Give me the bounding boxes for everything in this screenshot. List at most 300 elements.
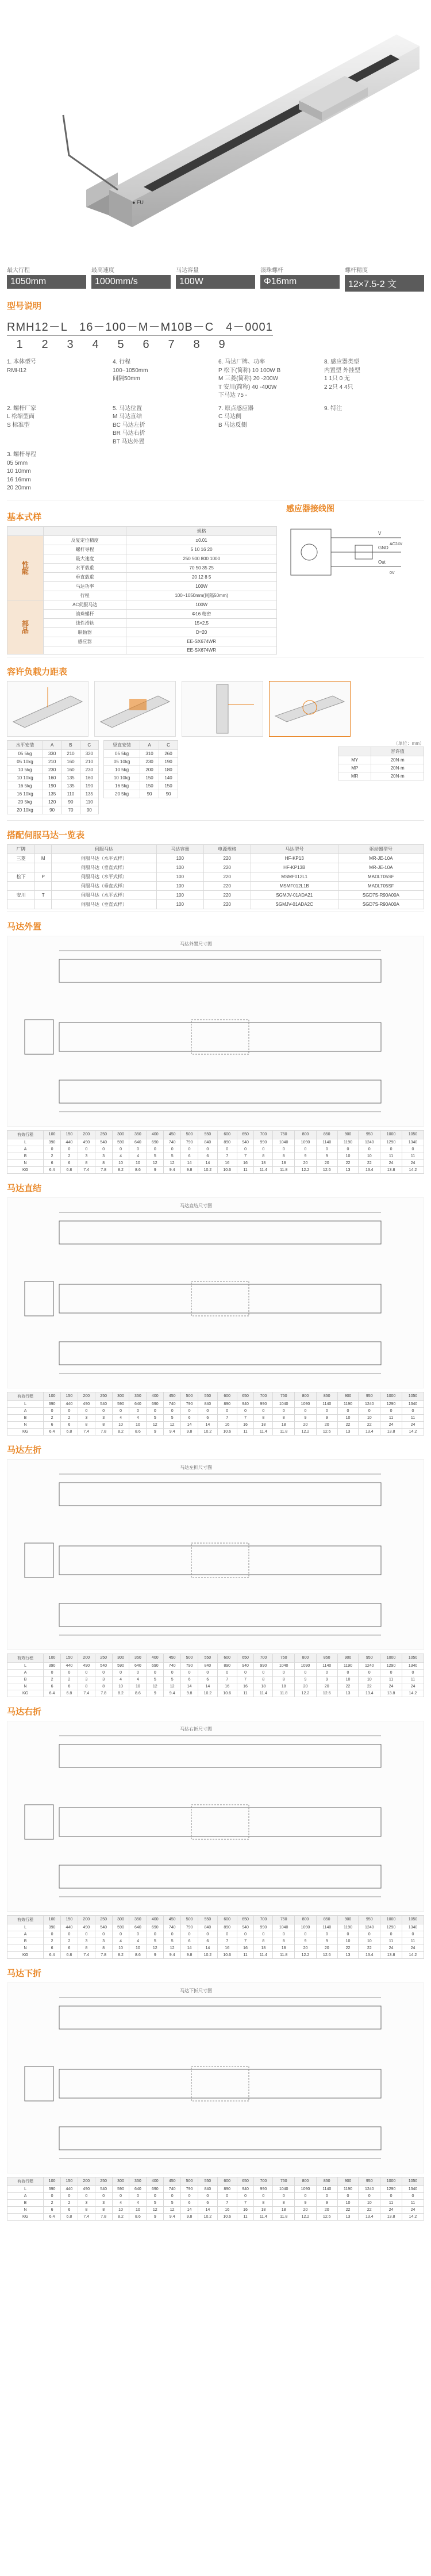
table-header-cell: B <box>61 740 80 749</box>
table-header-cell: A <box>140 740 159 749</box>
table-cell: 0 <box>359 1407 380 1414</box>
table-row <box>7 872 424 881</box>
table-cell: 2 <box>44 1938 61 1945</box>
model-index: 1 <box>16 338 23 351</box>
table-cell: 0 <box>254 1407 273 1414</box>
table-cell: 10 <box>129 1945 147 1951</box>
table-cell: N <box>7 2206 44 2213</box>
table-cell: 1240 <box>359 1139 380 1146</box>
table-header-cell: 650 <box>237 1392 254 1400</box>
table-row <box>104 757 178 765</box>
table-cell: 1290 <box>380 1924 402 1931</box>
table-cell: 11.4 <box>254 1690 273 1697</box>
table-cell: 190 <box>80 782 98 790</box>
table-cell: 3 <box>95 1414 112 1421</box>
table-cell: 12 <box>164 1945 181 1951</box>
table-cell: 11 <box>402 1153 424 1159</box>
model-code: RMH12－L 16－100－M－M10B－C 4－0001 <box>7 317 273 336</box>
table-cell: 0 <box>237 1669 254 1676</box>
basic-spec-block <box>7 503 277 654</box>
table-header-cell: 550 <box>198 1130 217 1139</box>
table-cell: 12.2 <box>295 1166 317 1173</box>
table-cell: 1040 <box>273 1662 295 1669</box>
table-cell: 100W <box>126 600 277 609</box>
table-header-cell: 电源规格 <box>203 844 251 853</box>
table-header-cell: 750 <box>273 1392 295 1400</box>
spec-label: 滚珠螺杆 <box>260 267 283 274</box>
table-cell <box>35 900 52 909</box>
table-cell: 10 <box>359 1153 380 1159</box>
table-cell: 10.6 <box>217 2213 237 2220</box>
table-cell: 20 <box>316 1683 337 1690</box>
table-cell: 440 <box>60 1662 78 1669</box>
table-cell: 1040 <box>273 2185 295 2192</box>
table-cell: 220 <box>203 881 251 890</box>
table-header-cell <box>43 526 126 535</box>
table-cell: MR <box>338 772 371 780</box>
table-cell: L <box>7 1662 44 1669</box>
moment-table <box>338 747 424 780</box>
table-header-cell: 300 <box>112 1130 129 1139</box>
table-cell: 0 <box>112 1146 129 1153</box>
table-header-cell: 有效行程 <box>7 1392 44 1400</box>
table-cell: 6 <box>60 1945 78 1951</box>
table-cell: 11.8 <box>273 1690 295 1697</box>
table-cell: 20 5kg <box>7 798 43 806</box>
table-cell: 890 <box>217 1662 237 1669</box>
drawing-section-title: 马达下折 <box>7 1968 42 1978</box>
table-cell: 0 <box>380 2192 402 2199</box>
table-cell: 11 <box>402 1676 424 1683</box>
table-cell: 18 <box>273 1683 295 1690</box>
table-cell: 0 <box>198 1407 217 1414</box>
table-cell: MADLT05SF <box>338 872 424 881</box>
table-cell: 220 <box>203 872 251 881</box>
table-cell: 8 <box>78 1421 95 1428</box>
table-header-cell: A <box>43 740 61 749</box>
table-row <box>7 1662 424 1669</box>
table-header-cell: 1000 <box>380 1392 402 1400</box>
table-cell: 10 <box>112 2206 129 2213</box>
table-row <box>7 1153 424 1159</box>
table-cell: 6 <box>181 2199 198 2206</box>
table-cell: 0 <box>254 1931 273 1938</box>
table-cell: 690 <box>147 1924 164 1931</box>
table-cell: 05 5kg <box>7 749 43 757</box>
table-header-cell: 700 <box>254 1653 273 1662</box>
table-cell: 1290 <box>380 1139 402 1146</box>
model-index: 7 <box>168 338 175 351</box>
table-cell: 1290 <box>380 2185 402 2192</box>
table-cell: 1290 <box>380 1400 402 1407</box>
table-header-cell: 850 <box>316 1915 337 1924</box>
table-cell: 3 <box>95 2199 112 2206</box>
table-cell: 390 <box>44 1400 61 1407</box>
table-cell: 0 <box>164 2192 181 2199</box>
table-cell: 0 <box>254 2192 273 2199</box>
table-cell: 4 <box>112 1938 129 1945</box>
table-cell: 135 <box>80 790 98 798</box>
table-header-cell: 350 <box>129 1130 147 1139</box>
table-cell: 0 <box>254 1146 273 1153</box>
table-cell: 740 <box>164 1924 181 1931</box>
table-cell: 6 <box>198 1676 217 1683</box>
moment-block <box>183 740 424 780</box>
table-cell: 0 <box>78 2192 95 2199</box>
table-cell: 230 <box>80 765 98 774</box>
table-cell: 16 <box>217 1421 237 1428</box>
table-cell: 190 <box>43 782 61 790</box>
legend-item: 8. 感应器类型 内置型 外挂型 1 1只 0 无 2 2只 4 4只 <box>324 359 360 391</box>
table-cell: 0 <box>95 1407 112 1414</box>
table-cell: 11 <box>237 1690 254 1697</box>
table-header-cell: 200 <box>78 1392 95 1400</box>
table-cell: 890 <box>217 1924 237 1931</box>
table-cell: 1190 <box>337 1924 359 1931</box>
table-header-row <box>338 747 424 756</box>
table-cell: 联轴器 <box>43 627 126 637</box>
spec-item <box>176 265 255 292</box>
table-cell: 7.4 <box>78 1166 95 1173</box>
load-illustration-c <box>182 681 263 737</box>
table-cell: Φ16 精密 <box>126 609 277 618</box>
table-cell: 0 <box>44 2192 61 2199</box>
table-cell: 22 <box>359 1421 380 1428</box>
table-cell: 5 <box>147 1676 164 1683</box>
table-cell: 100 <box>156 890 203 900</box>
table-cell: 110 <box>61 790 80 798</box>
table-cell: 13.4 <box>359 1690 380 1697</box>
table-row <box>104 765 178 774</box>
table-cell: 0 <box>181 2192 198 2199</box>
table-cell: 7.4 <box>78 1428 95 1435</box>
table-cell: 16 <box>217 2206 237 2213</box>
table-cell: 12.6 <box>316 1428 337 1435</box>
spec-label: 马达容量 <box>176 267 199 274</box>
table-cell: 0 <box>380 1931 402 1938</box>
table-cell: 13.8 <box>380 1690 402 1697</box>
table-cell: 440 <box>60 1400 78 1407</box>
legend-item: 2. 螺杆厂家 L 松缩型面 S 标准型 <box>7 405 37 428</box>
spec-item <box>260 265 340 292</box>
table-header-cell: 1000 <box>380 1653 402 1662</box>
table-cell: 10.6 <box>217 1951 237 1958</box>
table-cell: 3 <box>78 1676 95 1683</box>
table-cell: 70 <box>61 806 80 814</box>
table-row <box>7 1159 424 1166</box>
table-cell: SGD7S-R90A00A <box>338 890 424 900</box>
table-cell: 14 <box>181 1421 198 1428</box>
table-cell: 790 <box>181 2185 198 2192</box>
table-cell: 9.4 <box>164 1166 181 1173</box>
table-header-cell: 800 <box>295 1130 317 1139</box>
table-cell: 890 <box>217 1400 237 1407</box>
table-cell: 20 <box>316 1421 337 1428</box>
table-cell: 160 <box>43 774 61 782</box>
table-cell: 20 <box>316 2206 337 2213</box>
table-row <box>7 1407 424 1414</box>
table-cell: 390 <box>44 1662 61 1669</box>
table-row <box>7 627 277 637</box>
table-cell: 16 <box>217 1945 237 1951</box>
table-cell: 7 <box>217 1676 237 1683</box>
table-cell: 210 <box>43 757 61 765</box>
table-cell: 1090 <box>295 2185 317 2192</box>
table-cell: 05 10kg <box>7 757 43 765</box>
table-cell: 0 <box>337 1669 359 1676</box>
table-cell: 三菱 <box>7 853 35 863</box>
table-cell: 9.4 <box>164 1428 181 1435</box>
spec-label: 最大行程 <box>7 267 30 274</box>
table-header-cell: 1050 <box>402 1915 424 1924</box>
legend-item: 9. 特注 <box>324 405 343 412</box>
table-header-cell: 有效行程 <box>7 2177 44 2185</box>
load-section-title: 容许负载力距表 <box>7 667 68 677</box>
table-cell: 135 <box>61 774 80 782</box>
legend-item: 4. 行程 100~1050mm 间隔50mm <box>113 359 148 382</box>
load-illustrations <box>0 681 431 737</box>
drawing-label: 马达右折尺寸图 <box>180 1726 212 1732</box>
table-cell: 740 <box>164 1662 181 1669</box>
table-cell: 150 <box>140 774 159 782</box>
basic-spec-section <box>0 503 431 654</box>
table-cell: 24 <box>380 1159 402 1166</box>
table-cell: 5 <box>164 2199 181 2206</box>
drawing-section-title: 马达直结 <box>7 1183 42 1193</box>
table-row <box>7 581 277 591</box>
table-row <box>7 609 277 618</box>
legend-item: 5. 马达位置 M 马达直结 BC 马达左折 BR 马达右折 BT 马达外置 <box>113 405 145 445</box>
table-cell: 24 <box>402 1683 424 1690</box>
table-cell: 20 <box>295 1945 317 1951</box>
table-row <box>338 772 424 780</box>
table-cell: 11.4 <box>254 1428 273 1435</box>
table-cell: 18 <box>254 1945 273 1951</box>
table-cell: 150 <box>159 782 178 790</box>
table-header-cell: 水平安装 <box>7 740 43 749</box>
table-cell: 11.8 <box>273 1951 295 1958</box>
table-cell: A <box>7 1407 44 1414</box>
table-cell: 440 <box>60 1924 78 1931</box>
table-cell: 14 <box>198 1683 217 1690</box>
table-cell: 7 <box>237 1676 254 1683</box>
table-cell: 22 <box>337 2206 359 2213</box>
table-header-row <box>7 844 424 853</box>
table-cell: 640 <box>129 1924 147 1931</box>
table-cell: 6.4 <box>44 1166 61 1173</box>
drawing-label: 马达左折尺寸图 <box>180 1464 212 1470</box>
table-cell: 11 <box>380 1938 402 1945</box>
table-header-cell: 1000 <box>380 1915 402 1924</box>
table-cell: 90 <box>43 806 61 814</box>
table-cell: 7.8 <box>95 1690 112 1697</box>
table-cell: 1240 <box>359 2185 380 2192</box>
table-cell: 8.6 <box>129 1951 147 1958</box>
table-header-cell: 100 <box>44 1392 61 1400</box>
table-cell: 1190 <box>337 2185 359 2192</box>
table-row <box>7 1400 424 1407</box>
table-row <box>7 1683 424 1690</box>
table-cell: 1040 <box>273 1924 295 1931</box>
table-cell: 1240 <box>359 1662 380 1669</box>
table-cell: 10 <box>129 1683 147 1690</box>
table-header-cell: 750 <box>273 2177 295 2185</box>
table-cell: 0 <box>337 2192 359 2199</box>
table-cell: 11 <box>380 1414 402 1421</box>
table-cell: 790 <box>181 1139 198 1146</box>
table-cell: 9 <box>147 2213 164 2220</box>
table-cell: 6 <box>60 2206 78 2213</box>
table-cell: 1340 <box>402 2185 424 2192</box>
table-cell: 8.2 <box>112 1428 129 1435</box>
table-cell: 22 <box>337 1421 359 1428</box>
table-cell: 24 <box>402 1159 424 1166</box>
table-cell: 伺服马达（水平式样） <box>52 853 157 863</box>
table-cell: 0 <box>359 1669 380 1676</box>
table-header-row <box>7 1392 424 1400</box>
table-cell: 9 <box>147 1166 164 1173</box>
table-cell: 3 <box>78 1153 95 1159</box>
table-header-cell: 伺服马达 <box>52 844 157 853</box>
table-cell: 10 <box>112 1421 129 1428</box>
table-cell: 10 <box>112 1159 129 1166</box>
table-cell: 0 <box>112 1931 129 1938</box>
table-cell: 安川 <box>7 890 35 900</box>
table-cell: 0 <box>181 1146 198 1153</box>
table-cell: 740 <box>164 1139 181 1146</box>
table-cell: 8.2 <box>112 1690 129 1697</box>
table-cell: 22 <box>359 1945 380 1951</box>
table-header-cell: 450 <box>164 1130 181 1139</box>
table-cell: 6 <box>44 1421 61 1428</box>
table-header-cell: 200 <box>78 1653 95 1662</box>
table-cell: 8 <box>78 1683 95 1690</box>
table-cell: 2 <box>60 1153 78 1159</box>
table-cell: 7 <box>217 2199 237 2206</box>
sensor-wiring-block <box>286 503 413 654</box>
table-cell: 2 <box>44 2199 61 2206</box>
table-header-cell: 容许值 <box>371 747 424 756</box>
table-header-cell: 350 <box>129 2177 147 2185</box>
table-cell: 250 500 800 1000 <box>126 554 277 563</box>
table-cell: 05 10kg <box>104 757 140 765</box>
table-cell: 10.6 <box>217 1166 237 1173</box>
table-cell: 18 <box>273 1421 295 1428</box>
table-cell: 0 <box>316 1146 337 1153</box>
linear-actuator-illustration <box>0 0 431 262</box>
table-cell: 13.8 <box>380 1428 402 1435</box>
table-cell: 940 <box>237 1139 254 1146</box>
table-header-cell: 450 <box>164 2177 181 2185</box>
table-cell: 伺服马达（水平式样） <box>52 872 157 881</box>
table-header-cell: 350 <box>129 1392 147 1400</box>
table-cell: 0 <box>129 1931 147 1938</box>
table-cell: 16 <box>237 1945 254 1951</box>
table-header-cell: 500 <box>181 1130 198 1139</box>
table-cell: 14 <box>181 2206 198 2213</box>
table-header-cell: 600 <box>217 1653 237 1662</box>
table-cell: 0 <box>60 2192 78 2199</box>
table-header-cell: 650 <box>237 1653 254 1662</box>
table-cell: 3 <box>95 1676 112 1683</box>
table-cell: N <box>7 1159 44 1166</box>
table-cell: 1140 <box>316 1924 337 1931</box>
table-cell: 14 <box>181 1683 198 1690</box>
table-cell: 11 <box>380 2199 402 2206</box>
sensor-section-title: 感应器接线图 <box>286 503 334 513</box>
table-cell: 5 <box>147 2199 164 2206</box>
table-row <box>7 798 99 806</box>
table-cell: M <box>35 853 52 863</box>
table-cell: 12.2 <box>295 1951 317 1958</box>
table-cell: 11 <box>237 2213 254 2220</box>
table-cell: 1240 <box>359 1400 380 1407</box>
table-header-cell: 950 <box>359 1653 380 1662</box>
table-cell: 14 <box>181 1159 198 1166</box>
table-cell: 18 <box>254 1159 273 1166</box>
table-cell: D=20 <box>126 627 277 637</box>
table-header-cell <box>338 747 371 756</box>
table-cell: 0 <box>129 1146 147 1153</box>
table-cell: 20N·m <box>371 756 424 764</box>
table-cell: 24 <box>380 1683 402 1690</box>
table-header-cell: 400 <box>147 1392 164 1400</box>
table-cell: 210 <box>61 749 80 757</box>
table-header-cell: 厂牌 <box>7 844 35 853</box>
basic-section-title: 基本式样 <box>7 512 42 522</box>
table-cell: 1140 <box>316 1139 337 1146</box>
table-header-cell: 100 <box>44 1915 61 1924</box>
table-header-cell: 200 <box>78 1130 95 1139</box>
table-cell: 840 <box>198 1662 217 1669</box>
table-row <box>7 765 99 774</box>
table-cell: 0 <box>237 1146 254 1153</box>
table-cell: 行程 <box>43 591 126 600</box>
dimension-drawing <box>7 1982 424 2173</box>
table-header-cell: 300 <box>112 1392 129 1400</box>
table-cell: 11 <box>237 1166 254 1173</box>
table-header-cell: 250 <box>95 2177 112 2185</box>
table-cell: 590 <box>112 1139 129 1146</box>
table-cell: HF-KP13B <box>251 863 338 872</box>
table-header-cell: 150 <box>60 1653 78 1662</box>
table-cell: 390 <box>44 1139 61 1146</box>
table-header-cell: 250 <box>95 1915 112 1924</box>
table-cell: 0 <box>237 1931 254 1938</box>
table-cell: 13.8 <box>380 1166 402 1173</box>
table-cell: 6.8 <box>60 1166 78 1173</box>
table-cell: 210 <box>80 757 98 765</box>
table-header-cell: 800 <box>295 1653 317 1662</box>
drawings-container <box>0 920 431 2221</box>
table-header-cell: 1050 <box>402 2177 424 2185</box>
hero-product-image <box>0 0 431 262</box>
table-cell: 马达功率 <box>43 581 126 591</box>
table-cell: 0 <box>78 1146 95 1153</box>
table-cell: 1290 <box>380 1662 402 1669</box>
table-cell: 14.2 <box>402 1428 424 1435</box>
table-cell: 0 <box>237 2192 254 2199</box>
table-row <box>7 1924 424 1931</box>
table-row <box>7 1166 424 1173</box>
table-cell: 0 <box>254 1669 273 1676</box>
table-cell: 1140 <box>316 1662 337 1669</box>
table-cell: 10 10kg <box>104 774 140 782</box>
table-cell: 0 <box>316 2192 337 2199</box>
table-cell: 20 <box>295 1159 317 1166</box>
table-cell: 1140 <box>316 1400 337 1407</box>
table-cell: 940 <box>237 1662 254 1669</box>
